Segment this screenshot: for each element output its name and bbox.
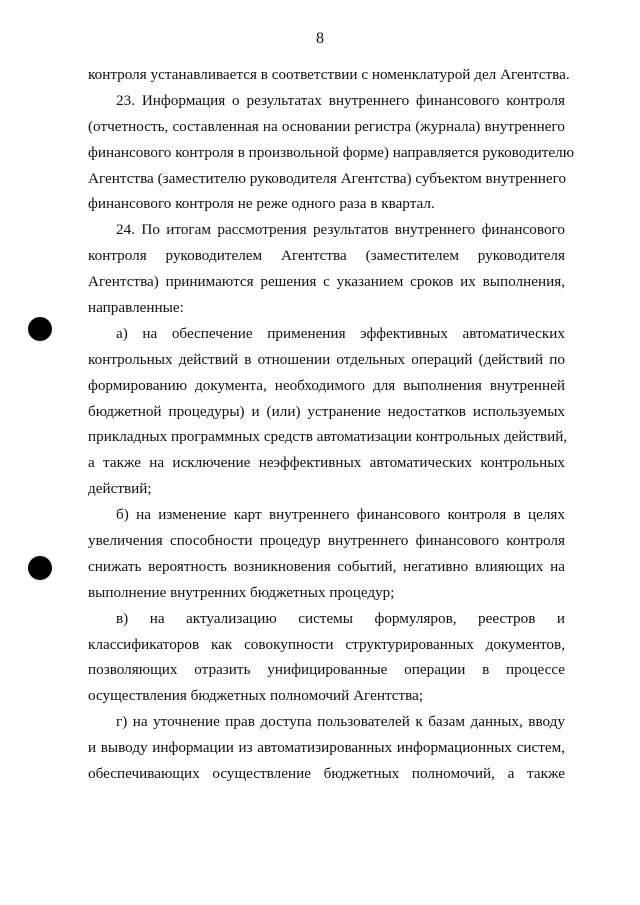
text-line: увеличения способности процедур внутреннего финансового контроля bbox=[88, 532, 565, 550]
text-line: а) на обеспечение применения эффективных автоматических bbox=[116, 324, 565, 342]
text-line: б) на изменение карт внутреннего финансового контроля в целях bbox=[116, 506, 565, 524]
document-body bbox=[88, 62, 575, 787]
text-line: финансового контроля не реже одного раза в квартал. bbox=[88, 195, 435, 213]
text-line: а также на исключение неэффективных автоматических контрольных bbox=[88, 454, 565, 472]
text-line: финансового контроля в произвольной форме) направляется руководителю bbox=[88, 143, 575, 161]
text-line: направленные: bbox=[88, 299, 184, 317]
text-line: снижать вероятность возникновения событий, негативно влияющих на bbox=[88, 557, 565, 575]
punch-hole-bottom bbox=[28, 556, 52, 580]
text-line: классификаторов как совокупности структурированных документов, bbox=[88, 635, 565, 653]
text-line: формированию документа, необходимого для выполнения внутренней bbox=[88, 376, 565, 394]
text-line: контрольных действий в отношении отдельных операций (действий по bbox=[88, 350, 565, 368]
text-line: бюджетной процедуры) и (или) устранение недостатков используемых bbox=[88, 402, 565, 420]
text-line: осуществления бюджетных полномочий Агентства; bbox=[88, 687, 424, 705]
text-line: выполнение внутренних бюджетных процедур; bbox=[88, 583, 395, 601]
page-number: 8 bbox=[316, 30, 324, 47]
punch-hole-top bbox=[28, 317, 52, 341]
text-line: действий; bbox=[88, 480, 152, 498]
text-line: прикладных программных средств автоматизации контрольных действий, bbox=[88, 428, 568, 446]
text-line: позволяющих отразить унифицированные операции в процессе bbox=[88, 661, 565, 679]
text-line: контроля устанавливается в соответствии с номенклатурой дел Агентства. bbox=[88, 66, 570, 83]
text-line: и выводу информации из автоматизированных информационных систем, bbox=[88, 739, 565, 757]
text-line: Агентства (заместителю руководителя Агентства) субъектом внутреннего bbox=[88, 169, 567, 187]
text-line: контроля руководителем Агентства (заместителем руководителя bbox=[88, 247, 565, 265]
text-line: 23. Информация о результатах внутреннего финансового контроля bbox=[116, 91, 565, 109]
text-line: в) на актуализацию системы формуляров, реестров и bbox=[116, 609, 565, 627]
text-line: обеспечивающих осуществление бюджетных полномочий, а также bbox=[88, 765, 565, 783]
text-line: 24. По итогам рассмотрения результатов внутреннего финансового bbox=[116, 221, 565, 239]
text-line: (отчетность, составленная на основании регистра (журнала) внутреннего bbox=[88, 117, 565, 135]
text-line: г) на уточнение прав доступа пользователей к базам данных, вводу bbox=[116, 713, 565, 731]
text-line: Агентства) принимаются решения с указанием сроков их выполнения, bbox=[88, 273, 565, 291]
